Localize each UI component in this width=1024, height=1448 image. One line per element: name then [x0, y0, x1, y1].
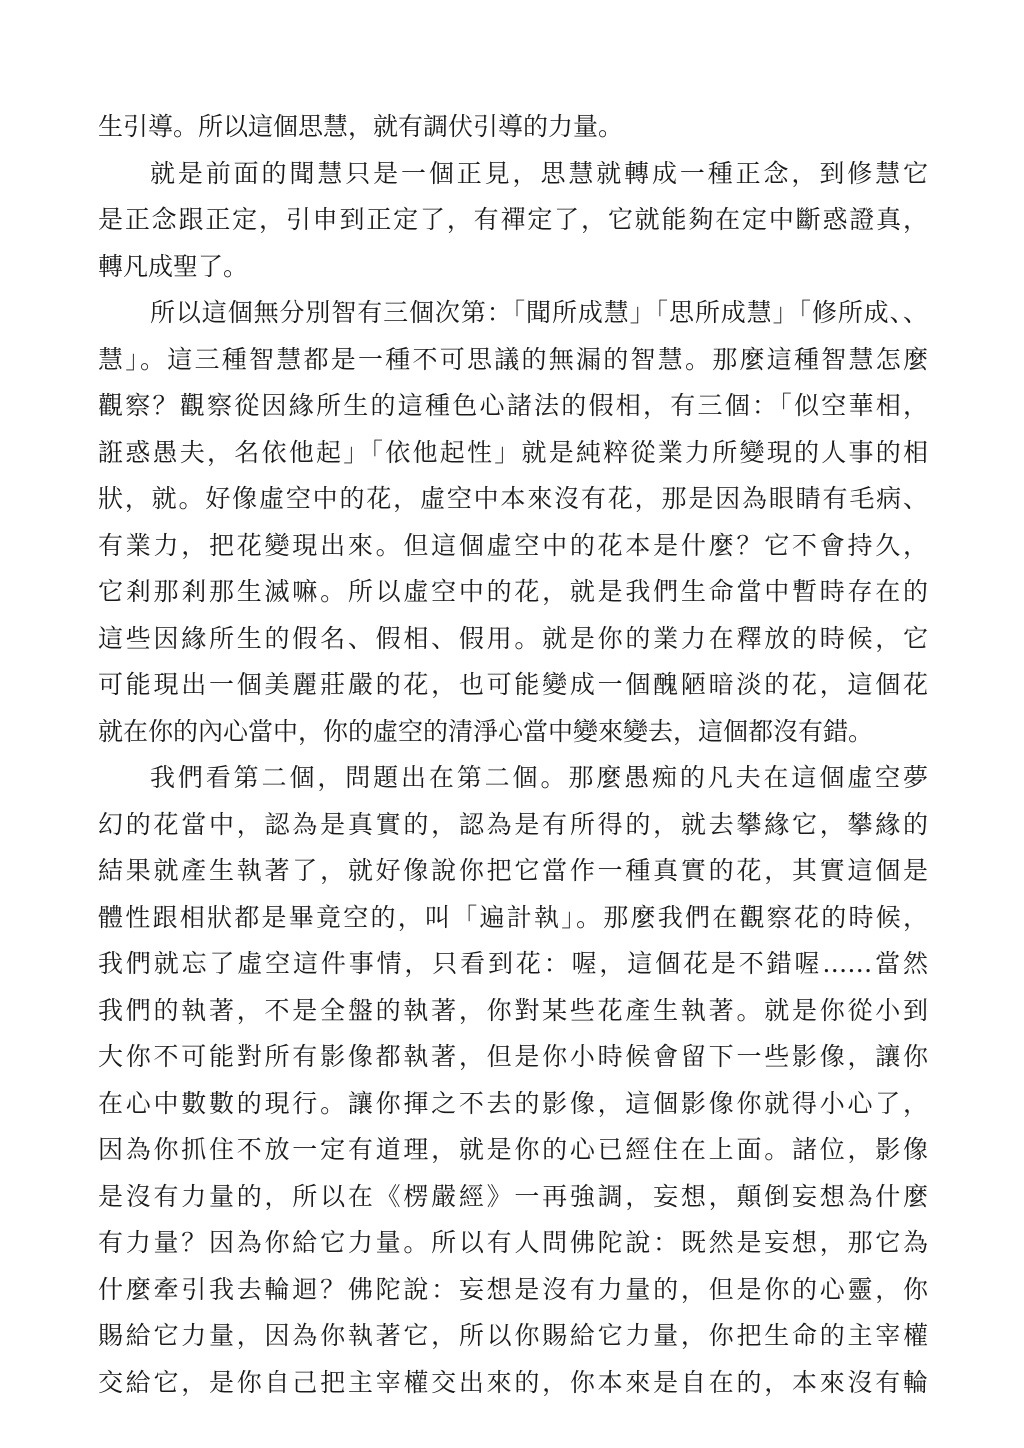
text-line: 我們就忘了虛空這件事情，只看到花：喔，這個花是不錯喔……當然 [98, 949, 928, 978]
body-text [98, 104, 928, 1406]
text-line: 幻的花當中，認為是真實的，認為是有所得的，就去攀緣它，攀緣的 [98, 809, 928, 839]
text-line: 有力量？因為你給它力量。所以有人問佛陀說：既然是妄想，那它為 [98, 1228, 928, 1257]
text-line: 我們看第二個，問題出在第二個。那麼愚痴的凡夫在這個虛空夢 [150, 763, 928, 792]
text-line: 是沒有力量的，所以在《楞嚴經》一再強調，妄想，顛倒妄想為什麼 [98, 1181, 928, 1211]
text-line: 慧」。這三種智慧都是一種不可思議的無漏的智慧。那麼這種智慧怎麼 [98, 344, 928, 374]
text-line: 我們的執著，不是全盤的執著，你對某些花產生執著。就是你從小到 [98, 995, 928, 1025]
text-line: 誑惑愚夫，名依他起」「依他起性」就是純粹從業力所變現的人事的相 [98, 437, 928, 467]
text-line: 是正念跟正定，引申到正定了，有禪定了，它就能夠在定中斷惑證真， [98, 205, 928, 234]
text-line: 這些因緣所生的假名、假相、假用。就是你的業力在釋放的時候，它 [98, 623, 928, 653]
text-line: 轉凡成聖了。 [98, 251, 249, 281]
text-line: 體性跟相狀都是畢竟空的，叫「遍計執」。那麼我們在觀察花的時候， [98, 902, 928, 932]
text-line: 什麼牽引我去輪迴？佛陀說：妄想是沒有力量的，但是你的心靈，你 [98, 1274, 928, 1304]
text-line: 可能現出一個美麗莊嚴的花，也可能變成一個醜陋暗淡的花，這個花 [98, 670, 928, 699]
text-line: 在心中數數的現行。讓你揮之不去的影像，這個影像你就得小心了， [98, 1088, 928, 1118]
text-line: 結果就產生執著了，就好像說你把它當作一種真實的花，其實這個是 [98, 856, 928, 885]
text-line: 賜給它力量，因為你執著它，所以你賜給它力量，你把生命的主宰權 [98, 1321, 928, 1350]
text-line: 觀察？觀察從因緣所生的這種色心諸法的假相，有三個：「似空華相， [98, 391, 928, 420]
text-line: 所以這個無分別智有三個次第：「聞所成慧」「思所成慧」「修所成、、 [150, 298, 928, 327]
text-line: 就是前面的聞慧只是一個正見，思慧就轉成一種正念，到修慧它 [150, 158, 928, 188]
text-line: 交給它，是你自己把主宰權交出來的，你本來是自在的，本來沒有輪 [98, 1367, 928, 1397]
text-line: 它剎那剎那生滅嘛。所以虛空中的花，就是我們生命當中暫時存在的 [98, 577, 928, 606]
text-line: 因為你抓住不放一定有道理，就是你的心已經住在上面。諸位，影像 [98, 1135, 928, 1164]
text-line: 生引導。所以這個思慧，就有調伏引導的力量。 [98, 112, 624, 141]
text-line: 就在你的內心當中，你的虛空的清淨心當中變來變去，這個都沒有錯。 [98, 716, 874, 746]
text-line: 狀，就。好像虛空中的花，虛空中本來沒有花，那是因為眼睛有毛病、 [98, 484, 928, 513]
text-line: 有業力，把花變現出來。但這個虛空中的花本是什麼？它不會持久， [98, 530, 928, 560]
text-line: 大你不可能對所有影像都執著，但是你小時候會留下一些影像，讓你 [98, 1042, 928, 1071]
